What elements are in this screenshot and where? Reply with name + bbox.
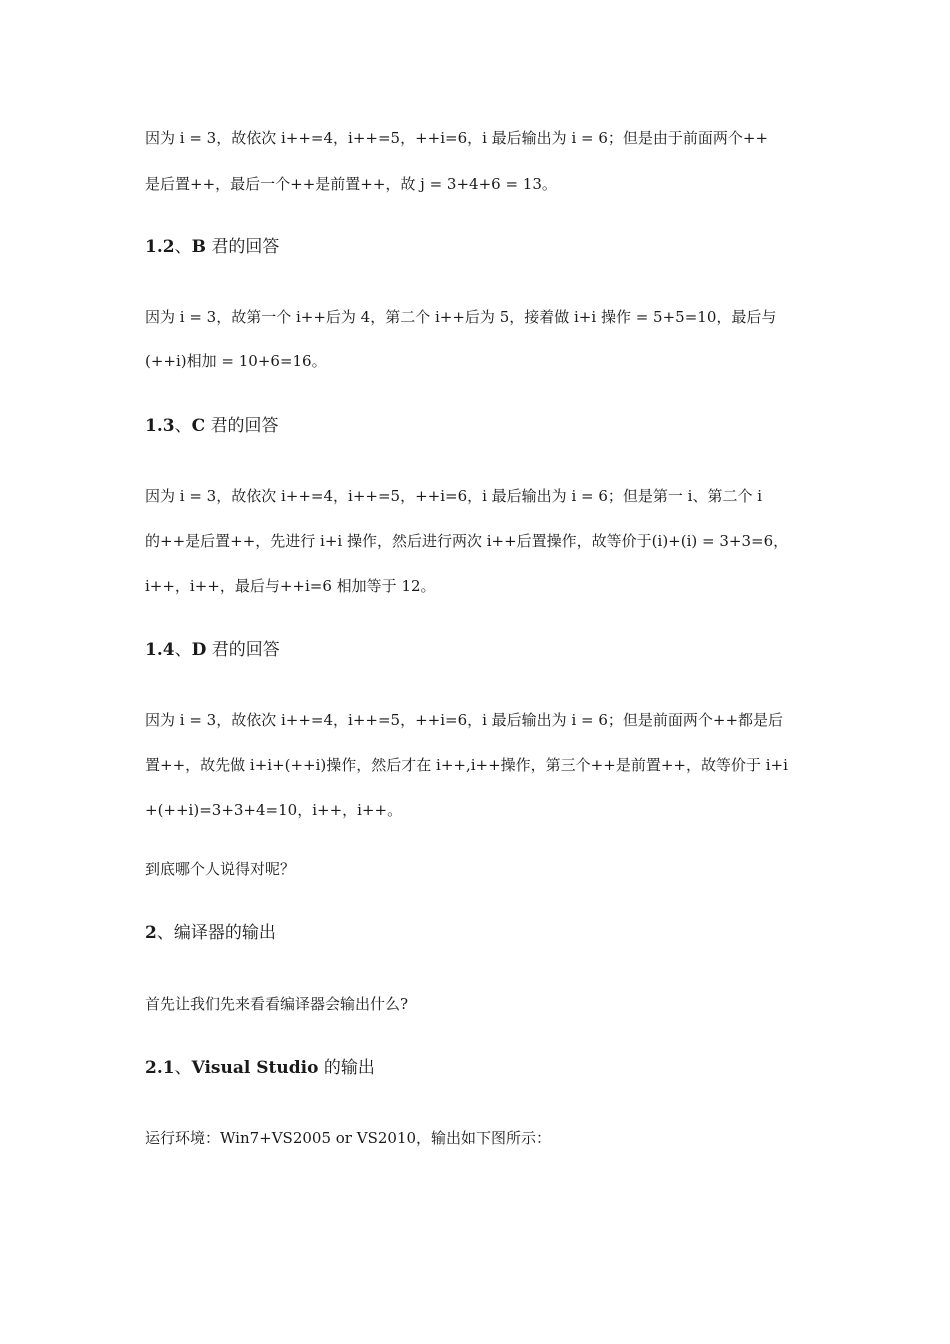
paragraph-line: 因为 i = 3，故依次 i++=4，i++=5，++i=6，i 最后输出为 i = 6；但是由于前面两个++: [145, 129, 769, 147]
heading-separator: 、: [174, 640, 192, 660]
section-heading-1-2: [145, 236, 279, 258]
heading-name: Visual Studio: [191, 1058, 319, 1078]
heading-text: 君的回答: [205, 416, 279, 436]
paragraph-line: +(++i)=3+3+4=10，i++，i++。: [145, 801, 403, 819]
section-heading-1-4: [145, 639, 280, 661]
heading-text: 的输出: [318, 1058, 375, 1078]
paragraph-line: 因为 i = 3，故依次 i++=4，i++=5，++i=6，i 最后输出为 i = 6；但是前面两个++都是后: [145, 711, 784, 729]
section-heading-1-3: [145, 415, 279, 437]
heading-separator: 、: [174, 416, 192, 436]
heading-number: 1.4: [145, 640, 175, 660]
heading-number: 1.2: [145, 237, 175, 257]
heading-text: 君的回答: [206, 640, 280, 660]
paragraph-line: 运行环境：Win7+VS2005 or VS2010，输出如下图所示：: [145, 1129, 552, 1147]
paragraph-line: 是后置++，最后一个++是前置++，故 j = 3+4+6 = 13。: [145, 175, 557, 193]
paragraph-line: 因为 i = 3，故第一个 i++后为 4，第二个 i++后为 5，接着做 i+i 操作 = 5+5=10，最后与: [145, 308, 777, 326]
paragraph-line: 因为 i = 3，故依次 i++=4，i++=5，++i=6，i 最后输出为 i = 6；但是第一 i、第二个 i: [145, 487, 763, 505]
heading-text: 君的回答: [205, 237, 280, 257]
heading-name: B: [191, 237, 206, 257]
heading-text: 、编译器的输出: [156, 923, 276, 943]
section-heading-2: [145, 922, 276, 944]
question-line: 到底哪个人说得对呢？: [145, 860, 296, 878]
paragraph-line: 首先让我们先来看看编译器会输出什么?: [145, 995, 409, 1013]
paragraph-line: (++i)相加 = 10+6=16。: [145, 352, 327, 370]
heading-number: 2: [145, 923, 157, 943]
heading-separator: 、: [174, 237, 192, 257]
heading-name: D: [191, 640, 207, 660]
heading-name: C: [191, 416, 206, 436]
heading-number: 2.1: [145, 1058, 175, 1078]
heading-number: 1.3: [145, 416, 175, 436]
paragraph-line: 的++是后置++，先进行 i+i 操作，然后进行两次 i++后置操作，故等价于(i)+(i) = 3+3=6，: [145, 532, 789, 550]
paragraph-line: 置++，故先做 i+i+(++i)操作，然后才在 i++,i++操作，第三个++是前置++，故等价于 i+i: [145, 756, 788, 774]
section-heading-2-1: [145, 1057, 375, 1079]
paragraph-line: i++，i++，最后与++i=6 相加等于 12。: [145, 577, 436, 595]
heading-separator: 、: [174, 1058, 192, 1078]
